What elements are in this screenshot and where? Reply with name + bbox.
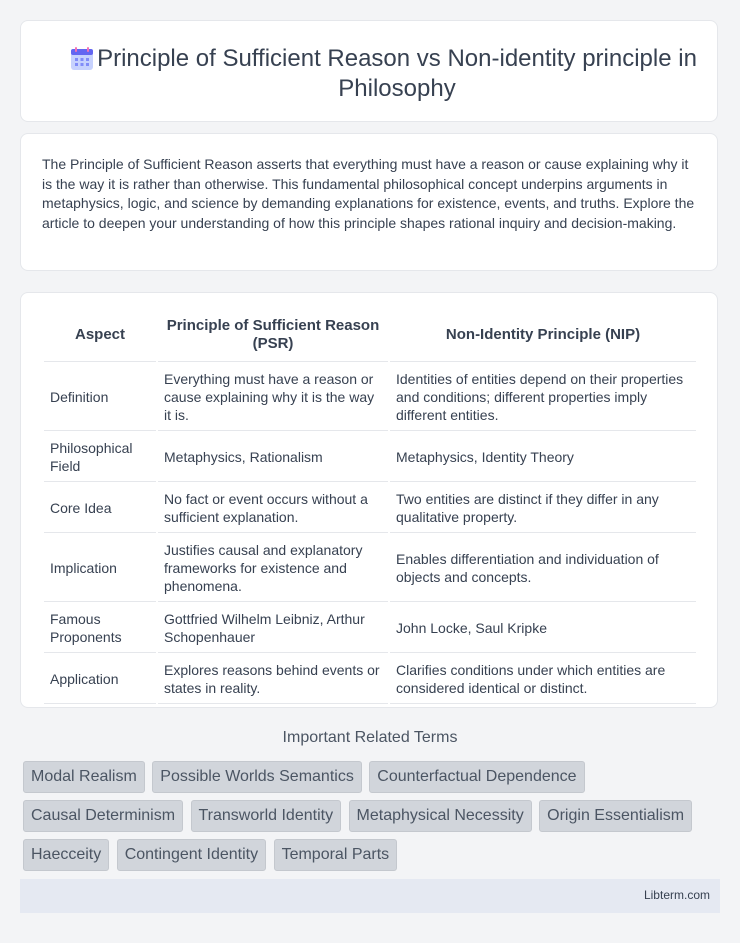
row-aspect: Famous Proponents bbox=[44, 604, 156, 653]
related-term-tag[interactable]: Possible Worlds Semantics bbox=[152, 761, 362, 793]
related-term-tag[interactable]: Contingent Identity bbox=[117, 839, 266, 871]
related-term-tag[interactable]: Metaphysical Necessity bbox=[349, 800, 532, 832]
comparison-table bbox=[42, 307, 698, 706]
table-row bbox=[44, 655, 696, 704]
page-title: Principle of Sufficient Reason vs Non-identity principle in Philosophy bbox=[97, 45, 697, 102]
related-term-tag[interactable]: Temporal Parts bbox=[274, 839, 398, 871]
related-terms-title: Important Related Terms bbox=[282, 729, 458, 746]
row-aspect: Philosophical Field bbox=[44, 433, 156, 482]
row-nip: Metaphysics, Identity Theory bbox=[390, 433, 696, 482]
row-nip: John Locke, Saul Kripke bbox=[390, 604, 696, 653]
related-terms-list bbox=[23, 761, 723, 878]
comparison-card bbox=[20, 292, 718, 708]
column-header-psr: Principle of Sufficient Reason (PSR) bbox=[158, 309, 388, 362]
row-psr: Explores reasons behind events or states in reality. bbox=[158, 655, 388, 704]
related-term-tag[interactable]: Causal Determinism bbox=[23, 800, 183, 832]
row-psr: No fact or event occurs without a sufficient explanation. bbox=[158, 484, 388, 533]
table-row bbox=[44, 604, 696, 653]
row-nip: Two entities are distinct if they differ in any qualitative property. bbox=[390, 484, 696, 533]
intro-text: The Principle of Sufficient Reason asserts that everything must have a reason or cause explaining why it is the way it is rather than otherwise. This fundamental philosophical concept underpins arguments in metaphysics, logic, and science by demanding explanations for existence, events, and truths. Explore the article to deepen your understanding of how this principle shapes rational inquiry and decision-making. bbox=[42, 156, 695, 231]
row-psr: Justifies causal and explanatory frameworks for existence and phenomena. bbox=[158, 535, 388, 602]
row-psr: Metaphysics, Rationalism bbox=[158, 433, 388, 482]
related-term-tag[interactable]: Origin Essentialism bbox=[539, 800, 692, 832]
related-term-tag[interactable]: Haecceity bbox=[23, 839, 109, 871]
row-psr: Everything must have a reason or cause explaining why it is the way it is. bbox=[158, 364, 388, 431]
row-aspect: Application bbox=[44, 655, 156, 704]
table-header-row bbox=[44, 309, 696, 362]
column-header-aspect: Aspect bbox=[44, 309, 156, 362]
related-term-tag[interactable]: Transworld Identity bbox=[191, 800, 342, 832]
footer bbox=[20, 879, 720, 913]
related-term-tag[interactable]: Modal Realism bbox=[23, 761, 145, 793]
row-psr: Gottfried Wilhelm Leibniz, Arthur Schopenhauer bbox=[158, 604, 388, 653]
related-term-tag[interactable]: Counterfactual Dependence bbox=[369, 761, 584, 793]
row-aspect: Core Idea bbox=[44, 484, 156, 533]
intro-card bbox=[20, 133, 718, 271]
row-nip: Enables differentiation and individuation of objects and concepts. bbox=[390, 535, 696, 602]
footer-site-link[interactable]: Libterm.com bbox=[643, 888, 710, 902]
column-header-nip: Non-Identity Principle (NIP) bbox=[390, 309, 696, 362]
table-row bbox=[44, 433, 696, 482]
table-row bbox=[44, 364, 696, 431]
row-aspect: Definition bbox=[44, 364, 156, 431]
title-card bbox=[20, 20, 718, 122]
table-row bbox=[44, 535, 696, 602]
table-row bbox=[44, 484, 696, 533]
row-nip: Clarifies conditions under which entities are considered identical or distinct. bbox=[390, 655, 696, 704]
row-aspect: Implication bbox=[44, 535, 156, 602]
row-nip: Identities of entities depend on their properties and conditions; different properties imply different entities. bbox=[390, 364, 696, 431]
